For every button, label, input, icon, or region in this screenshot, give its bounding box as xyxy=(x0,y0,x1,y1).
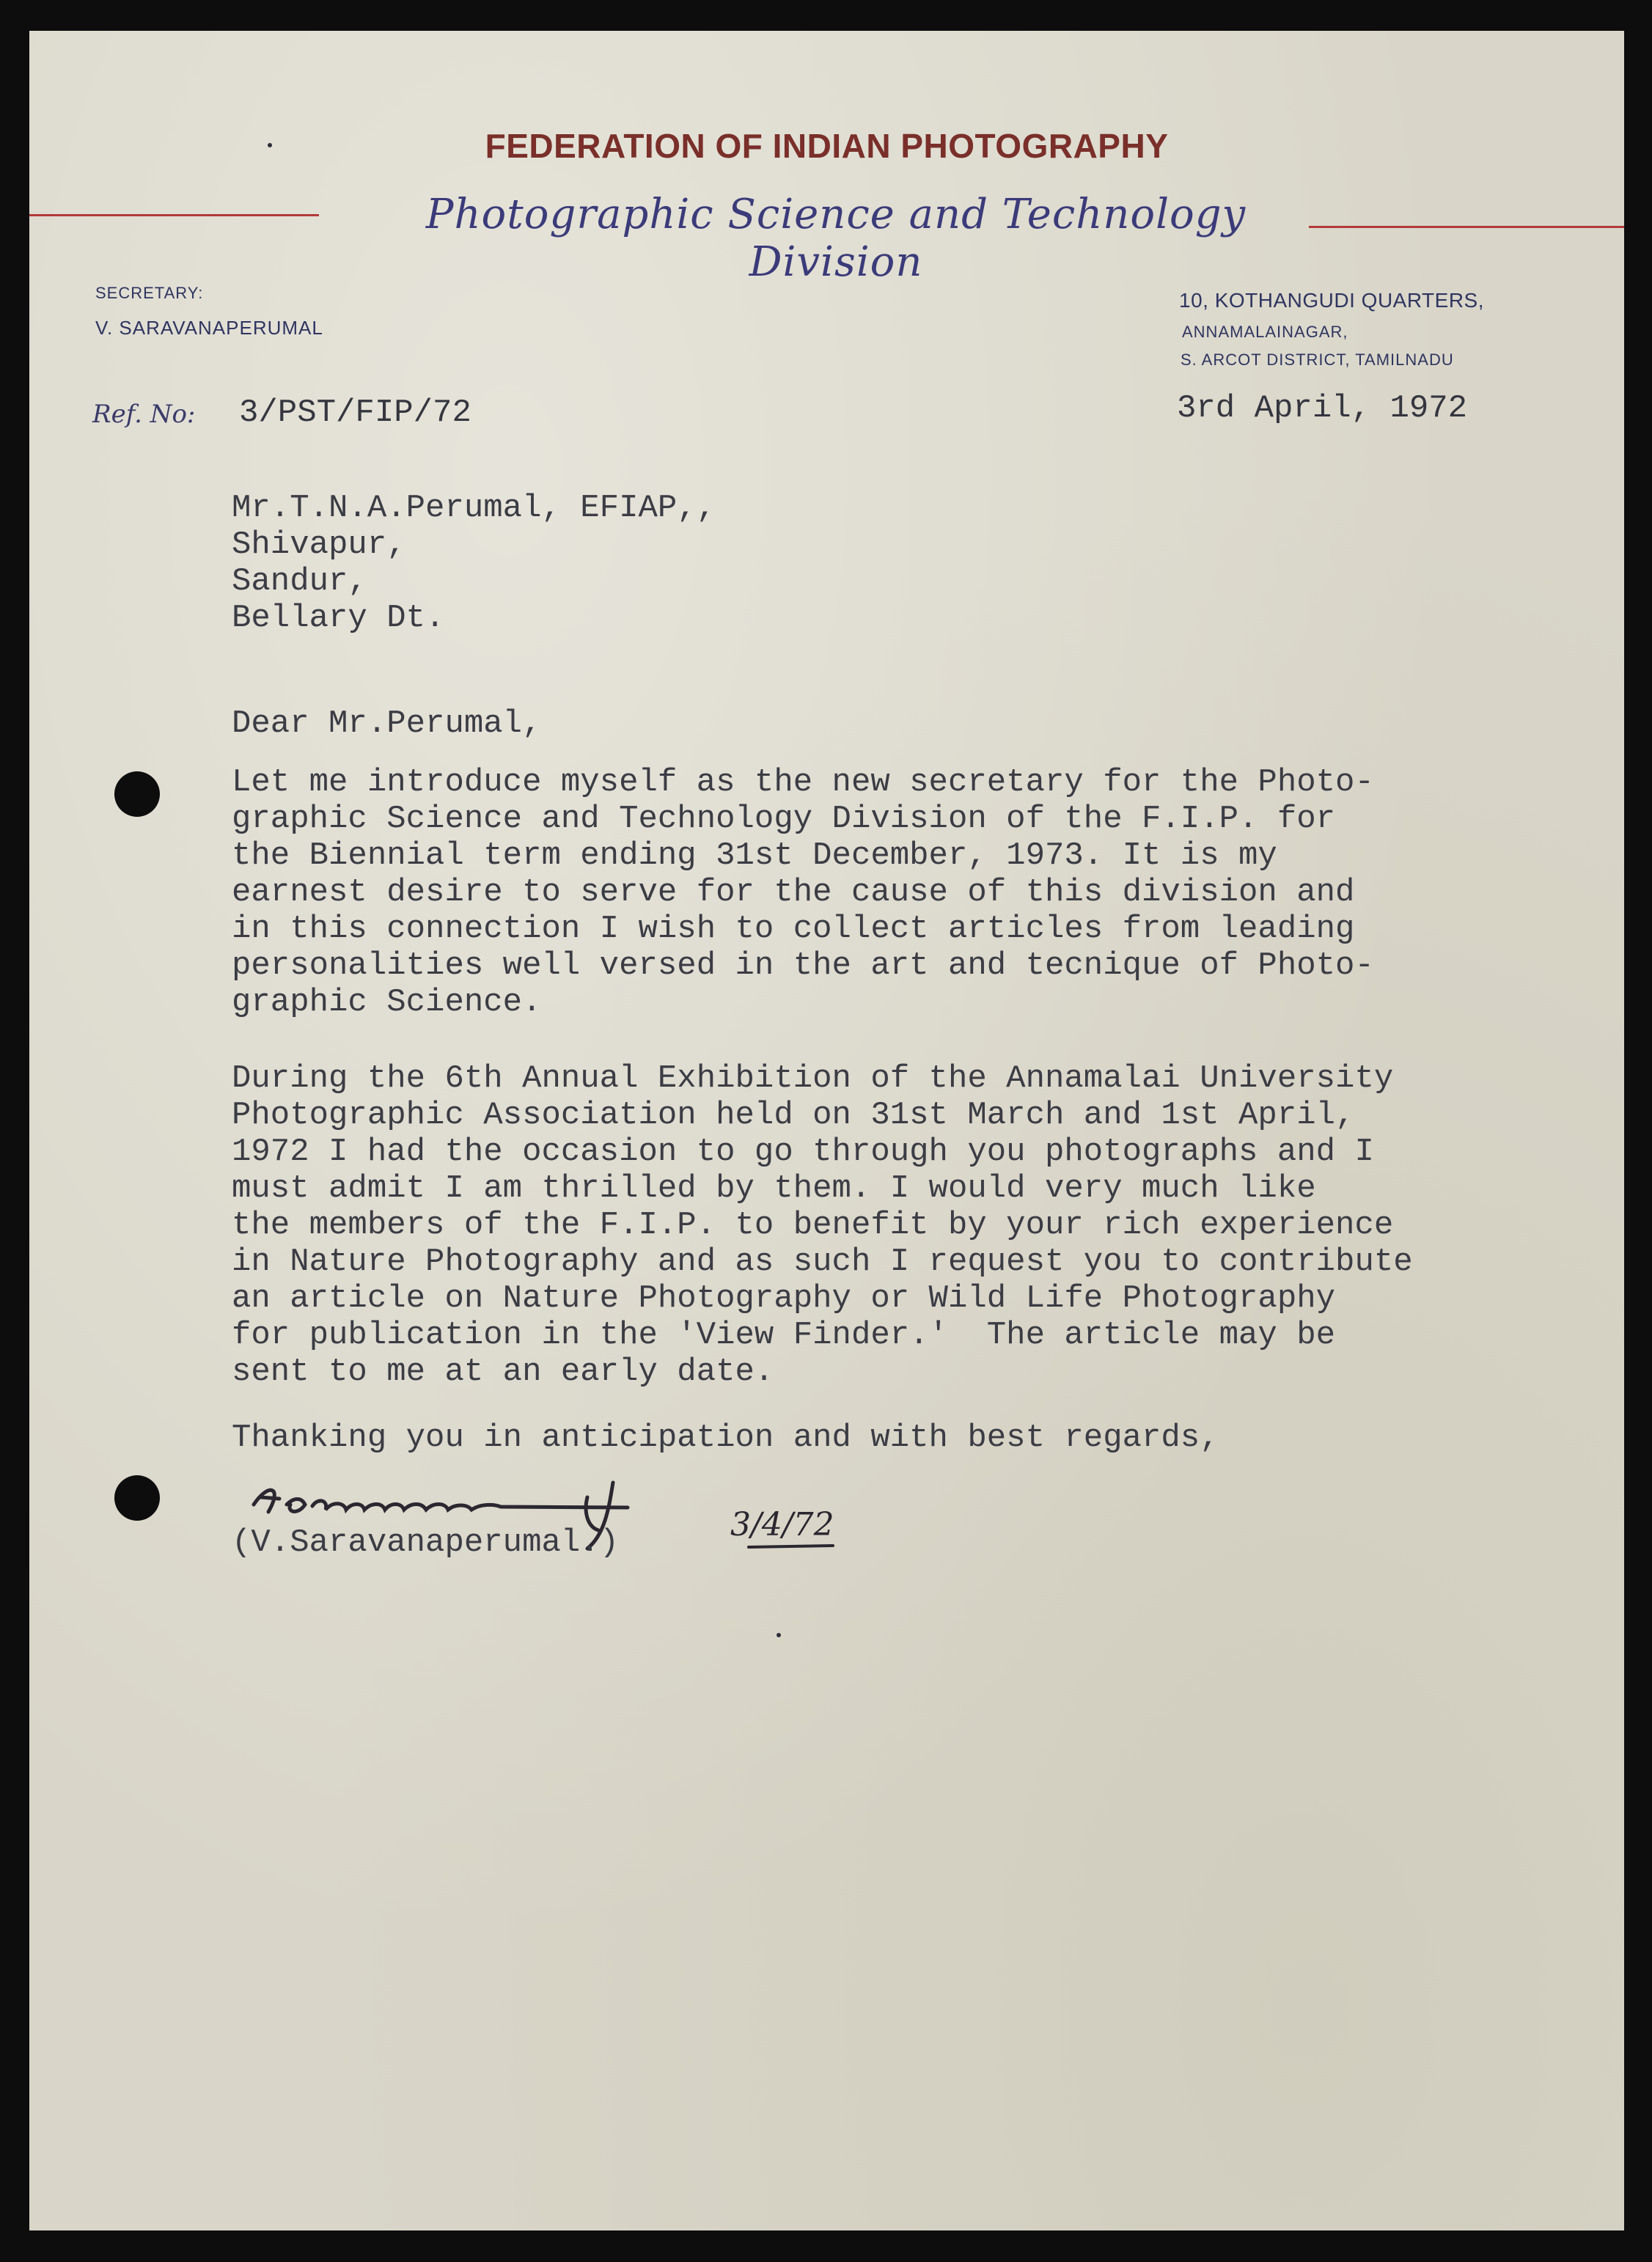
ink-speck xyxy=(268,143,272,147)
secretary-name: V. SARAVANAPERUMAL xyxy=(95,317,323,339)
division-title: Photographic Science and Technology Division xyxy=(425,191,1247,286)
letterhead-rule-left xyxy=(29,214,319,216)
letter-sheet xyxy=(29,31,1624,2230)
address-line-3: S. ARCOT DISTRICT, TAMILNADU xyxy=(1181,350,1454,369)
recipient-address: Mr.T.N.A.Perumal, EFIAP,, Shivapur, Sandur, Bellary Dt. xyxy=(232,490,716,636)
paragraph-request: During the 6th Annual Exhibition of the Annamalai University Photographic Association held on 31st March and 1st April, 1972 I had the occasion to go through you photographs and I must admit I am thrilled by them. I would very much like the members of the F.I.P. to benefit by your rich experience in Nature Photography and as such I request you to contribute an article on Nature Photography or Wild Life Photography for publication in the 'View Finder.' The article may be sent to me at an early date. xyxy=(232,1060,1413,1390)
salutation: Dear Mr.Perumal, xyxy=(232,705,542,742)
punch-hole xyxy=(114,1475,160,1521)
address-line-2: ANNAMALAINAGAR, xyxy=(1182,323,1348,341)
organization-title: FEDERATION OF INDIAN PHOTOGRAPHY xyxy=(485,127,1169,165)
address-line-1: 10, KOTHANGUDI QUARTERS, xyxy=(1179,289,1485,312)
letter-date: 3rd April, 1972 xyxy=(1177,390,1468,427)
punch-hole xyxy=(114,771,160,817)
paragraph-introduction: Let me introduce myself as the new secretary for the Photo- graphic Science and Technology Division of the F.I.P. for the Biennial term ending 31st December, 1973. It is my earnest desire to serve for the cause of this division and in this connection I wish to collect articles from leading personalities well versed in the art and tecnique of Photo- graphic Science. xyxy=(232,764,1374,1021)
closing-line: Thanking you in anticipation and with best regards, xyxy=(232,1420,1219,1456)
handwritten-signature xyxy=(217,1453,877,1585)
signature-date: 3/4/72 xyxy=(730,1506,834,1543)
signature-name: (V.Saravanaperumal.) xyxy=(232,1524,620,1561)
reference-label: Ref. No: xyxy=(92,400,196,429)
secretary-label: SECRETARY: xyxy=(95,284,204,302)
ink-speck xyxy=(777,1633,781,1637)
letterhead-rule-right xyxy=(1309,226,1624,228)
reference-number: 3/PST/FIP/72 xyxy=(239,394,471,431)
